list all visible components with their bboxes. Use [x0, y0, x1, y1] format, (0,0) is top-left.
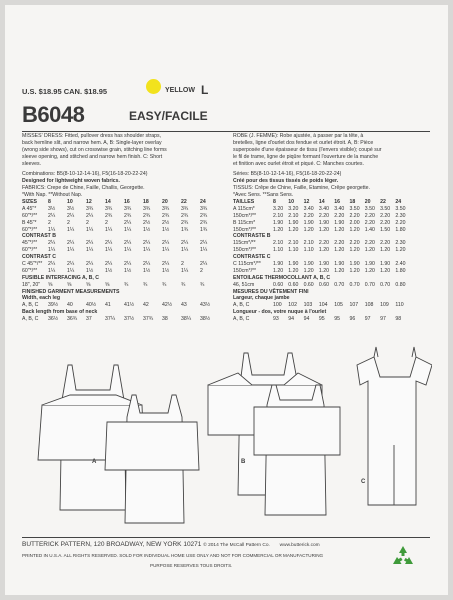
yardage-row-value: 3½ [67, 205, 75, 212]
contrast-b-row-label: 150cm*/** [233, 247, 257, 254]
sens-note: *Avec Sens. **Sans Sens. [233, 192, 294, 199]
contrast-c-row-value: 1.90 [273, 261, 284, 268]
contrast-c-row-value: 1.80 [395, 267, 406, 274]
contrast-b-row-label: 115cm*/** [233, 240, 256, 247]
contrast-c-row-value: 1.90 [303, 261, 314, 268]
fusible-row-value: 0.70 [380, 281, 391, 288]
size-code: L [201, 83, 209, 97]
yardage-row-value: 2.20 [349, 212, 360, 219]
yardage-row-value: 3¾ [143, 205, 151, 212]
yardage-row-value: 1.40 [364, 226, 375, 233]
yardage-row-value: 2.20 [334, 212, 345, 219]
contrast-b-row-value: 2.10 [303, 240, 314, 247]
contrast-c-row-value: 1.20 [318, 267, 329, 274]
fusible-row-value: ⅝ [48, 281, 53, 288]
back-length-row-value: 37 [86, 316, 92, 323]
desc-line: le fil de trame, ligne de piqûre formant l'ouverture de la manche [233, 153, 379, 160]
finished-heading: MESURES DU VÊTEMENT FINI [233, 288, 309, 295]
yardage-row-value: 2½ [162, 219, 170, 226]
contrast-b-row-value: 2.10 [288, 240, 299, 247]
contrast-c-row-value: 1¼ [48, 267, 56, 274]
width-row-value: 40½ [86, 302, 97, 309]
desc-line: (wrong side shows), cut on crosswise grain, stitching line forms [22, 146, 167, 153]
contrast-c-row-value: 2 [200, 267, 203, 274]
back-length-row-value: 37½ [124, 316, 135, 323]
contrast-b-row-value: 1.20 [318, 247, 329, 254]
yardage-row-value: 3.40 [334, 205, 345, 212]
size-header: 20 [162, 199, 168, 206]
footer-address-line [22, 541, 320, 548]
back-length-row-value: 37¼ [105, 316, 116, 323]
yardage-row-value: 3.20 [288, 205, 299, 212]
width-row-value: 39½ [48, 302, 59, 309]
yardage-row-value: 2¼ [48, 212, 56, 219]
yardage-row-value: 1.20 [273, 226, 284, 233]
back-length-row-value: 96 [349, 316, 356, 323]
contrast-c-row-value: 1.20 [334, 267, 345, 274]
width-row-value: 42½ [162, 302, 173, 309]
cree-pour: Créé pour des tissus tissés de poids léger. [233, 178, 339, 185]
contrast-b-row-value: 1¼ [67, 247, 75, 254]
width-row-value: 43 [181, 302, 187, 309]
french-yardage-table [233, 199, 438, 323]
yardage-row-value: 2.20 [364, 219, 375, 226]
english-column [22, 133, 227, 323]
yardage-row-value: 2.20 [303, 212, 314, 219]
fusible-row-value: ¾ [162, 281, 167, 288]
contrast-b-row-value: 2.20 [334, 240, 345, 247]
contrast-b-row-label: 45"*/** [22, 240, 38, 247]
yardage-row-value: 1.90 [288, 219, 299, 226]
size-header: 24 [200, 199, 206, 206]
yardage-row-value: 2¾ [162, 212, 170, 219]
yardage-row-label: 150cm*/** [233, 212, 257, 219]
yardage-row-value: 2¾ [200, 219, 208, 226]
width-row-value: 42 [143, 302, 149, 309]
yardage-row-value: 2.10 [288, 212, 299, 219]
size-header: 18 [143, 199, 149, 206]
yardage-row-value: 1.90 [334, 219, 345, 226]
yardage-row-value: 2.20 [318, 212, 329, 219]
fusible-row-value: 0.70 [349, 281, 360, 288]
fusible-row-value: 0.70 [334, 281, 345, 288]
contrast-c-row-value: 1.90 [364, 261, 375, 268]
yardage-row-value: 2 [67, 219, 70, 226]
size-header: 22 [380, 199, 386, 206]
width-row-label: A, B, C [233, 302, 250, 309]
tissus: TISSUS: Crêpe de Chine, Faille, Etamine, Crêpe georgette. [233, 185, 370, 192]
yardage-row-value: 1¼ [48, 226, 56, 233]
contrast-b-row-value: 2.20 [380, 240, 391, 247]
yardage-row-value: 3½ [48, 205, 56, 212]
sizes-label: SIZES [22, 199, 37, 206]
back-length-row-value: 95 [318, 316, 325, 323]
yardage-row-value: 2.20 [380, 212, 391, 219]
finished-heading: FINISHED GARMENT MEASUREMENTS [22, 288, 120, 295]
yardage-row-value: 3.20 [273, 205, 284, 212]
series: Séries: B5(8-10-12-14-16), F5(16-18-20-22-24) [233, 171, 342, 178]
yardage-row-value: 2¾ [105, 212, 113, 219]
desc-line: sleeve opening, and stitched and narrow hem finish. C: Short [22, 153, 163, 160]
footer-rule [22, 537, 430, 538]
contrast-c-row-value: 2 [181, 261, 184, 268]
contrast-c-row-value: 1.20 [273, 267, 284, 274]
yardage-row-value: 1¼ [105, 226, 113, 233]
yardage-row-label: 150cm*/** [233, 226, 257, 233]
label-b: B [241, 459, 246, 465]
contrast-c-row-value: 1.90 [318, 261, 329, 268]
yardage-row-value: 2¾ [200, 212, 208, 219]
yardage-row-label: 60"*/** [22, 212, 38, 219]
fusible-row-value: ¾ [181, 281, 186, 288]
yardage-row-value: 3¾ [162, 205, 170, 212]
yardage-row-value: 2 [86, 219, 89, 226]
contrast-c-row-value: 2¼ [48, 261, 56, 268]
contrast-b-row-value: 1¼ [124, 247, 132, 254]
yardage-row-value: 3¾ [105, 205, 113, 212]
contrast-c-row-value: 1.90 [380, 261, 391, 268]
back-length-row-value: 94 [303, 316, 310, 323]
fusible-row-value: 0.60 [318, 281, 329, 288]
yardage-row-value: 2.10 [273, 212, 284, 219]
contrast-c-heading: CONTRASTE C [233, 254, 271, 261]
width-row-value: 103 [303, 302, 313, 309]
size-header: 14 [318, 199, 325, 206]
desc-line: bretelles, ligne d'ourlet dos fendue et ourlet étroit. A, B: Pièce [233, 139, 374, 146]
contrast-b-row-value: 2¼ [124, 240, 132, 247]
yardage-row-value: 3¾ [86, 205, 94, 212]
contrast-b-row-value: 1¼ [48, 247, 56, 254]
yardage-row-value: 1.90 [318, 219, 329, 226]
contrast-b-row-value: 1¼ [181, 247, 189, 254]
header-rule [22, 131, 430, 132]
contrast-b-row-value: 1¼ [200, 247, 208, 254]
contrast-b-row-value: 2.20 [318, 240, 329, 247]
back-length-row-value: 94 [288, 316, 295, 323]
back-length-row-value: 98 [395, 316, 402, 323]
fusible-row-value: ⅝ [105, 281, 110, 288]
contrast-b-row-value: 1¼ [86, 247, 94, 254]
contrast-c-row-value: 1¼ [181, 267, 189, 274]
contrast-b-row-value: 2.10 [273, 240, 284, 247]
size-header: 22 [181, 199, 187, 206]
size-header: 12 [303, 199, 310, 206]
contrast-b-row-value: 1.10 [273, 247, 284, 254]
contrast-b-row-value: 2¼ [105, 240, 113, 247]
yardage-row-value: 1.80 [395, 226, 406, 233]
english-yardage-table [22, 199, 227, 323]
back-length-row-value: 37¾ [143, 316, 154, 323]
size-header: 8 [48, 199, 51, 206]
contrast-b-row-value: 1.20 [334, 247, 345, 254]
contrast-b-heading: CONTRAST B [22, 233, 57, 240]
contrast-b-row-value: 1¼ [162, 247, 170, 254]
contrast-c-row-value: 1.20 [364, 267, 375, 274]
back-length-row-label: A, B, C [22, 316, 39, 323]
width-row-value: 40 [67, 302, 73, 309]
yardage-row-value: 3.40 [303, 205, 314, 212]
width-row-value: 43½ [200, 302, 211, 309]
contrast-c-row-value: 1½ [105, 267, 113, 274]
contrast-b-row-value: 1¼ [143, 247, 151, 254]
contrast-b-row-value: 2¼ [162, 240, 170, 247]
contrast-b-row-value: 1¼ [105, 247, 113, 254]
fusible-row-value: ¾ [124, 281, 129, 288]
size-header: 8 [273, 199, 276, 206]
contrast-b-row-value: 1.20 [380, 247, 391, 254]
width-row-value: 105 [334, 302, 343, 309]
desc-line: superposée d'une épaisseur de tissu (l'envers visible); coupé sur [233, 146, 382, 153]
yardage-row-value: 2¾ [124, 212, 132, 219]
fusible-row-value: 0.60 [273, 281, 284, 288]
back-length-label: Back length from base of neck [22, 309, 98, 316]
width-label: Width, each leg [22, 295, 60, 302]
yardage-row-value: 2 [48, 219, 51, 226]
back-length-label: Longueur - dos, votre nuque à l'ourlet [233, 309, 327, 316]
yardage-row-value: 1.20 [288, 226, 299, 233]
contrast-b-row-value: 2¼ [200, 240, 208, 247]
contrast-c-row-label: 60"*/** [22, 267, 38, 274]
yardage-row-value: 3.50 [380, 205, 391, 212]
contrast-c-row-value: 2¼ [67, 261, 75, 268]
yardage-row-value: 2¾ [181, 219, 189, 226]
yardage-row-value: 1.20 [303, 226, 314, 233]
label-c: C [361, 479, 366, 485]
contrast-b-row-value: 1.10 [288, 247, 299, 254]
yardage-row-value: 1.20 [349, 226, 360, 233]
yardage-row-value: 1½ [143, 226, 151, 233]
contrast-c-row-value: 2¼ [86, 261, 94, 268]
contrast-c-row-value: 1.20 [303, 267, 314, 274]
contrast-c-row-value: 1.90 [288, 261, 299, 268]
yardage-row-value: 2.20 [364, 212, 375, 219]
contrast-b-row-value: 2¼ [143, 240, 151, 247]
desc-line: back hemline slit, and narrow hem. A, B: Single-layer overlay [22, 139, 162, 146]
contrast-b-row-value: 2.20 [349, 240, 360, 247]
contrast-b-row-value: 1.20 [395, 247, 406, 254]
french-column [233, 133, 438, 323]
yardage-row-value: 3.50 [349, 205, 360, 212]
width-row-value: 41 [105, 302, 111, 309]
contrast-c-heading: CONTRAST C [22, 254, 57, 261]
size-header: 12 [86, 199, 92, 206]
recycle-icon [391, 545, 415, 567]
yardage-row-value: 3¾ [181, 205, 189, 212]
yardage-row-value: 1¼ [86, 226, 94, 233]
yardage-row-value: 2.00 [349, 219, 360, 226]
width-label: Largeur, chaque jambe [233, 295, 290, 302]
back-length-row-value: 97 [380, 316, 386, 323]
combinations: Combinations: B5(8-10-12-14-16), F5(16-18-20-22-24) [22, 171, 148, 178]
contrast-c-row-value: 1½ [143, 267, 151, 274]
sizes-label: TAILLES [233, 199, 255, 206]
yardage-row-value: 2.30 [395, 212, 406, 219]
fusible-row-value: 0.60 [303, 281, 314, 288]
fusible-row-label: 18", 20" [22, 281, 41, 288]
purpose-notice: PURPOSE RESERVES TOUS DROITS. [150, 563, 233, 568]
size-header: 18 [349, 199, 356, 206]
contrast-c-row-value: 1.20 [288, 267, 299, 274]
width-row-label: A, B, C [22, 302, 39, 309]
size-header: 20 [364, 199, 371, 206]
yardage-row-label: B 45"* [22, 219, 37, 226]
contrast-b-row-value: 1.10 [303, 247, 314, 254]
yellow-color-dot [146, 79, 161, 94]
fusible-row-value: ¾ [200, 281, 205, 288]
back-length-row-value: 95 [334, 316, 340, 323]
fusible-heading: FUSIBLE INTERFACING A, B, C [22, 274, 100, 281]
desc-line: ROBE (J. FEMME): Robe ajustée, à passer par la tête, à [233, 133, 364, 139]
yardage-row-value: 2¾ [181, 212, 189, 219]
back-length-row-value: 38 [162, 316, 168, 323]
website: www.butterick.com [279, 543, 320, 548]
copyright: © 2014 The McCall Pattern Co. [203, 543, 270, 548]
yardage-row-value: 3¾ [124, 205, 132, 212]
yardage-row-value: 2¼ [124, 219, 132, 226]
yardage-row-value: 1¾ [200, 226, 208, 233]
contrast-c-row-value: 1.90 [349, 261, 360, 268]
yardage-row-value: 3.40 [318, 205, 329, 212]
yardage-row-label: 60"*/** [22, 226, 38, 233]
garment-illustrations [22, 345, 432, 530]
width-row-value: 41½ [124, 302, 135, 309]
size-header: 16 [124, 199, 130, 206]
contrast-b-row-value: 2¼ [181, 240, 189, 247]
contrast-c-row-value: 1½ [86, 267, 94, 274]
width-row-value: 109 [380, 302, 389, 309]
contrast-c-row-value: 2.40 [395, 261, 406, 268]
width-row-value: 108 [364, 302, 374, 309]
yardage-row-value: 1.90 [273, 219, 284, 226]
yardage-row-value: 2 [105, 219, 108, 226]
fusible-row-value: 0.80 [395, 281, 406, 288]
contrast-c-row-value: 2¼ [105, 261, 113, 268]
size-header: 10 [67, 199, 73, 206]
width-row-value: 107 [349, 302, 359, 309]
width-row-value: 102 [288, 302, 297, 309]
yardage-row-value: 2½ [143, 219, 151, 226]
contrast-c-row-value: 2¼ [143, 261, 151, 268]
yardage-row-value: 3¾ [200, 205, 208, 212]
printed-notice: PRINTED IN U.S.A. ALL RIGHTS RESERVED. SOLD FOR INDIVIDUAL HOME USE ONLY AND NOT FOR COMMERCIAL OR MANUFACTURING [22, 553, 324, 558]
contrast-c-row-label: 150cm*/** [233, 267, 257, 274]
fabrics: FABRICS: Crepe de Chine, Faille, Challis, Georgette. [22, 185, 145, 192]
yardage-row-value: 2¼ [67, 212, 75, 219]
width-row-value: 110 [395, 302, 404, 309]
designed-for: Designed for lightweight woven fabrics. [22, 178, 120, 185]
back-length-row-value: 97 [364, 316, 371, 323]
contrast-b-row-value: 2¼ [86, 240, 94, 247]
nap-note: *With Nap. **Without Nap. [22, 192, 83, 199]
yardage-row-value: 1.20 [318, 226, 329, 233]
desc-line: MISSES' DRESS: Fitted, pullover dress has shoulder straps, [22, 133, 162, 139]
back-length-row-value: 36¾ [67, 316, 78, 323]
contrast-c-row-value: 1½ [162, 267, 170, 274]
back-length-row-value: 93 [273, 316, 279, 323]
contrast-b-row-value: 2.30 [395, 240, 406, 247]
yardage-row-value: 2¾ [143, 212, 151, 219]
contrast-b-heading: CONTRASTE B [233, 233, 271, 240]
contrast-c-row-value: 2¼ [162, 261, 170, 268]
yardage-row-value: 2.20 [395, 219, 406, 226]
yardage-row-value: 1¼ [124, 226, 132, 233]
desc-line: et finition avec ourlet étroit et piqué. C: Manches courtes. [233, 160, 364, 167]
back-length-row-value: 38¼ [181, 316, 192, 323]
width-row-value: 100 [273, 302, 282, 309]
yardage-row-value: 1¼ [67, 226, 75, 233]
desc-line: sleeves. [22, 160, 42, 167]
fusible-row-value: 0.60 [288, 281, 299, 288]
size-header: 24 [395, 199, 402, 206]
size-header: 10 [288, 199, 295, 206]
pattern-number: B6048 [22, 102, 85, 127]
fusible-row-value: ⅝ [86, 281, 91, 288]
contrast-c-row-value: 1.20 [380, 267, 391, 274]
fusible-row-value: 0.70 [364, 281, 375, 288]
contrast-b-row-label: 60"*/** [22, 247, 38, 254]
contrast-c-row-value: 1½ [124, 267, 132, 274]
color-word: YELLOW [165, 87, 195, 94]
difficulty-label: EASY/FACILE [129, 109, 208, 123]
yardage-row-value: 2¼ [86, 212, 94, 219]
fusible-heading: ENTOILAGE THERMOCOLLANT A, B, C [233, 274, 331, 281]
contrast-b-row-value: 1.20 [349, 247, 360, 254]
contrast-c-row-value: 1¼ [67, 267, 75, 274]
yardage-row-value: 3.50 [395, 205, 406, 212]
yardage-row-value: 1.50 [380, 226, 391, 233]
size-header: 16 [334, 199, 340, 206]
yardage-row-value: 2.20 [380, 219, 391, 226]
fusible-row-label: 46, 51cm [233, 281, 255, 288]
price-text: U.S. $18.95 CAN. $18.95 [22, 87, 108, 96]
contrast-c-row-value: 2¼ [124, 261, 132, 268]
yardage-row-value: 1.90 [303, 219, 314, 226]
yardage-row-value: 1.20 [334, 226, 345, 233]
label-a: A [92, 459, 97, 465]
yardage-row-value: 1½ [162, 226, 170, 233]
yardage-row-value: 3.50 [364, 205, 375, 212]
back-length-row-label: A, B, C [233, 316, 250, 323]
yardage-row-label: A 45"* [22, 205, 37, 212]
contrast-b-row-value: 1.20 [364, 247, 375, 254]
contrast-c-row-value: 2¼ [200, 261, 208, 268]
contrast-b-row-value: 2.20 [364, 240, 375, 247]
size-header: 14 [105, 199, 111, 206]
yardage-row-label: B 115cm* [233, 219, 256, 226]
contrast-c-row-label: C 45"*/** [22, 261, 43, 268]
contrast-b-row-value: 2¼ [67, 240, 75, 247]
dress-c-front-icon [357, 357, 432, 505]
contrast-c-row-value: 1.90 [334, 261, 345, 268]
contrast-b-row-value: 2¼ [48, 240, 56, 247]
yardage-row-value: 1¾ [181, 226, 189, 233]
fusible-row-value: ⅝ [67, 281, 72, 288]
contrast-c-row-value: 1.20 [349, 267, 360, 274]
back-length-row-value: 38½ [200, 316, 211, 323]
contrast-c-row-label: C 115cm*/** [233, 261, 261, 268]
width-row-value: 104 [318, 302, 328, 309]
fusible-row-value: ¾ [143, 281, 148, 288]
address: BUTTERICK PATTERN, 120 BROADWAY, NEW YORK 10271 [22, 541, 202, 548]
yardage-row-label: A 115cm* [233, 205, 255, 212]
back-length-row-value: 36½ [48, 316, 59, 323]
